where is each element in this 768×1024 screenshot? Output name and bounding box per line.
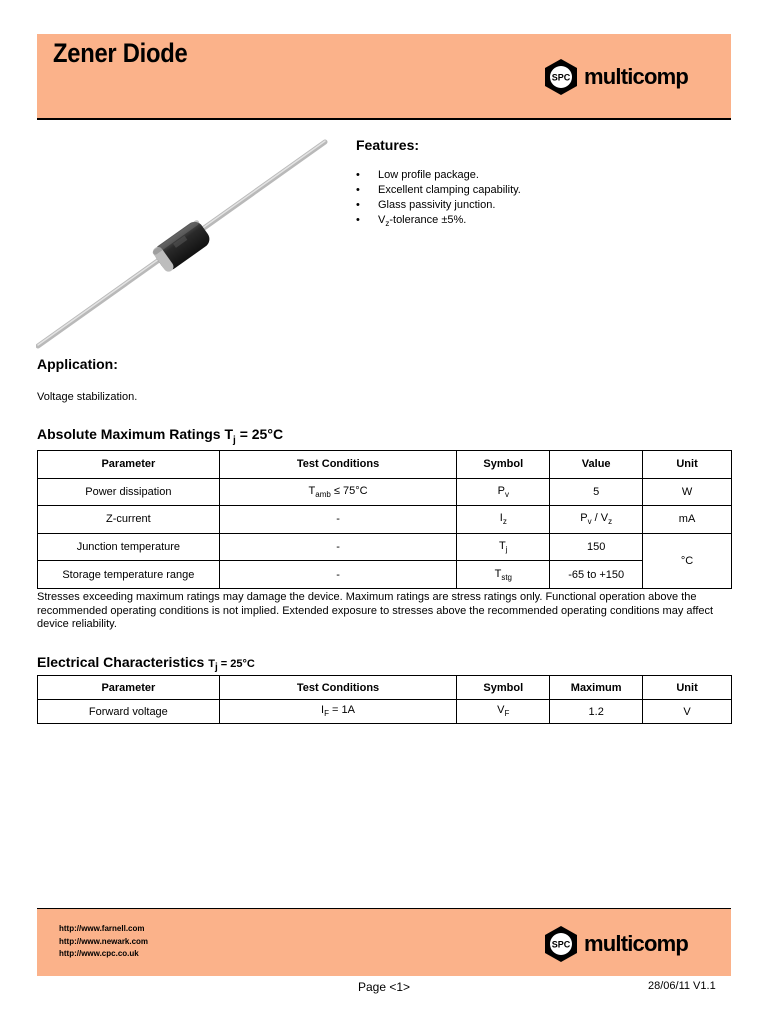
header-rule	[37, 118, 731, 120]
spc-hexagon-icon	[543, 925, 579, 963]
column-header: Test Conditions	[219, 676, 457, 700]
footer-links	[59, 923, 148, 961]
unit-cell-shared: °C	[643, 533, 732, 588]
column-header: Symbol	[457, 451, 550, 479]
feature-item: • Excellent clamping capability.	[356, 183, 521, 198]
table-row	[38, 506, 732, 534]
column-header: Parameter	[38, 451, 220, 479]
table-header-row	[38, 676, 732, 700]
absolute-max-ratings-heading: Absolute Maximum Ratings $T_j = 25^\circ C$	[37, 426, 284, 446]
stress-note: Stresses exceeding maximum ratings may damage the device. Maximum ratings are stress ratings only. Functional operation above the recommended operating conditions is not implied. Extended exposure to stresses above the recommended operating conditions may affect device reliability.	[37, 591, 714, 630]
multicomp-logo-footer	[543, 925, 688, 963]
newark-link[interactable]: http://www.newark.com	[59, 936, 149, 946]
symbol-cell: $T_j$	[457, 533, 550, 561]
condition-cell: -	[219, 533, 457, 561]
application-heading: Application:	[37, 356, 118, 372]
condition-cell: -	[219, 561, 457, 589]
page-number: Page <1>	[358, 980, 411, 994]
unit-cell: V	[643, 700, 732, 724]
parameter-cell: Storage temperature range	[38, 561, 220, 589]
spc-hexagon-icon	[543, 58, 579, 96]
table-row	[38, 533, 732, 561]
features-list	[356, 168, 521, 231]
diode-product-photo	[36, 136, 328, 350]
column-header: Symbol	[457, 676, 550, 700]
symbol-cell: $T_{stg}$	[457, 561, 550, 589]
spc-badge-text: SPC	[551, 939, 571, 950]
feature-item: • Glass passivity junction.	[356, 198, 521, 213]
value-cell: 150	[550, 533, 643, 561]
brand-wordmark: multicomp	[584, 931, 689, 956]
column-header: Test Conditions	[219, 451, 457, 479]
electrical-characteristics-table	[37, 675, 732, 724]
value-cell: 1.2	[550, 700, 643, 724]
parameter-cell: Junction temperature	[38, 533, 220, 561]
condition-cell: $I_F = 1A$	[219, 700, 457, 724]
brand-wordmark: multicomp	[584, 64, 689, 89]
multicomp-logo	[543, 58, 688, 96]
table-row	[38, 561, 732, 589]
column-header: Unit	[643, 451, 732, 479]
symbol-cell: $P_v$	[457, 478, 550, 506]
table-row	[38, 478, 732, 506]
symbol-cell: $I_z$	[457, 506, 550, 534]
value-cell: 5	[550, 478, 643, 506]
cpc-link[interactable]: http://www.cpc.co.uk	[59, 949, 139, 958]
parameter-cell: Forward voltage	[38, 700, 220, 724]
spc-badge-text: SPC	[551, 72, 571, 83]
condition-cell: $T_{amb} \le 75^\circ C$	[219, 478, 457, 506]
value-cell: $P_v / V_z$	[550, 506, 643, 534]
table-row	[38, 700, 732, 724]
column-header: Value	[550, 451, 643, 479]
document-version: 28/06/11 V1.1	[648, 980, 716, 992]
features-heading: Features:	[356, 137, 420, 153]
document-title: Zener Diode	[53, 38, 188, 68]
column-header: Parameter	[38, 676, 220, 700]
unit-cell: W	[643, 478, 732, 506]
farnell-link[interactable]: http://www.farnell.com	[59, 924, 145, 933]
column-header: Maximum	[550, 676, 643, 700]
electrical-characteristics-heading: Electrical Characteristics $T_j = 25^\circ C$	[37, 654, 255, 674]
table-header-row	[38, 451, 732, 479]
column-header: Unit	[643, 676, 732, 700]
application-text: Voltage stabilization.	[37, 391, 138, 403]
parameter-cell: Power dissipation	[38, 478, 220, 506]
feature-item-vz-tolerance: • $V_z$-tolerance ±5%.	[356, 213, 521, 231]
parameter-cell: Z-current	[38, 506, 220, 534]
symbol-cell: $V_F$	[457, 700, 550, 724]
unit-cell: mA	[643, 506, 732, 534]
condition-cell: -	[219, 506, 457, 534]
absolute-max-ratings-table	[37, 450, 732, 589]
value-cell: -65 to +150	[550, 561, 643, 589]
feature-item: • Low profile package.	[356, 168, 521, 183]
